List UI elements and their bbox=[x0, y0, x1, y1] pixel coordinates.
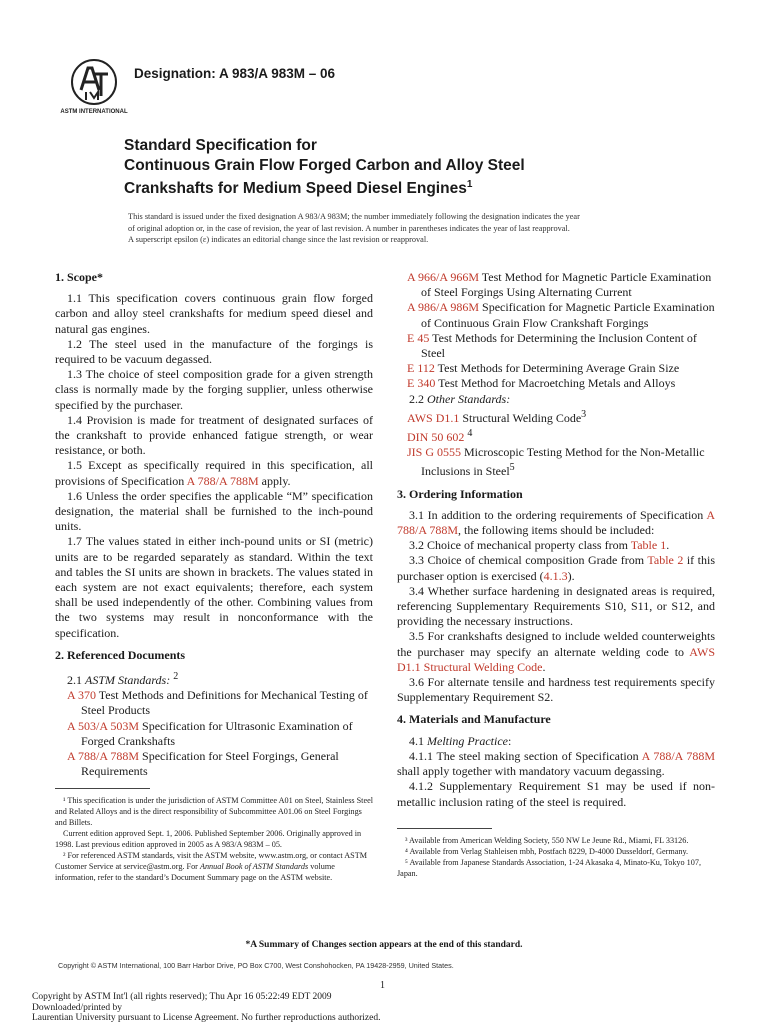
footnote-4: ⁴ Available from Verlag Stahleisen mbh, Postfach 8229, D-4000 Dusseldorf, Germany. bbox=[405, 846, 689, 856]
paragraph-3-2: 3.2 Choice of mechanical property class from Table 1. bbox=[409, 538, 670, 553]
section-heading-scope: 1. Scope* bbox=[55, 270, 103, 284]
reference-item: A 503/A 503M Specification for Ultrasonic Examination of Forged Crankshafts bbox=[67, 718, 353, 748]
link-a503[interactable]: A 503/A 503M bbox=[67, 718, 140, 733]
footnote-divider bbox=[55, 788, 150, 789]
link-aws-welding-code[interactable]: AWS D1.1 Structural Welding Code bbox=[397, 644, 715, 674]
title-line-3: Crankshafts for Medium Speed Diesel Engines$^1$ bbox=[124, 179, 473, 198]
link-aws-d1-1[interactable]: AWS D1.1 bbox=[407, 410, 460, 425]
summary-of-changes-note: *A Summary of Changes section appears at the end of this standard. bbox=[245, 940, 523, 950]
paragraph-1-6: 1.6 Unless the order specifies the applicable “M” specification designation, the material shall be furnished to the inch-pound units. bbox=[55, 488, 373, 534]
reference-list bbox=[55, 688, 373, 779]
title-footnote-mark: 1 bbox=[466, 179, 473, 190]
other-standards-list bbox=[397, 407, 715, 480]
reference-item: E 340 Test Method for Macroetching Metals and Alloys bbox=[407, 376, 676, 391]
paragraph-1-7: 1.7 The values stated in either inch-pound units or SI (metric) units are to be regarded separately as standard. Within the text and tables the SI units are shown in brackets. The values stated in each system are not exact equivalents; therefore, each system shall be used independently of the other. Combining values from the two systems may result in nonconformance with the specification. bbox=[55, 534, 373, 640]
link-a788-ref[interactable]: A 788/A 788M bbox=[67, 749, 140, 764]
reference-item: A 370 Test Methods and Definitions for Mechanical Testing of Steel Products bbox=[67, 688, 368, 718]
paragraph-2-2: 2.2 Other Standards: bbox=[409, 391, 511, 406]
reference-item: AWS D1.1 Structural Welding Code$^3$ bbox=[407, 408, 587, 425]
page-number: 1 bbox=[380, 980, 385, 991]
footnotes-left bbox=[55, 795, 373, 883]
right-column bbox=[397, 270, 715, 879]
paragraph-1-5: 1.5 Except as specifically required in this specification, all provisions of Specification A 788/A 788M apply. bbox=[55, 458, 373, 488]
link-a986[interactable]: A 986/A 986M bbox=[407, 300, 480, 315]
link-e340[interactable]: E 340 bbox=[407, 376, 436, 391]
copyright-line: Copyright © ASTM International, 100 Barr Harbor Drive, PO Box C700, West Conshohocken, PA 19428-2959, United States. bbox=[58, 961, 454, 970]
reference-item: E 112 Test Methods for Determining Average Grain Size bbox=[407, 361, 680, 376]
link-jis-g0555[interactable]: JIS G 0555 bbox=[407, 445, 462, 460]
footnote-1: ¹ This specification is under the jurisdiction of ASTM Committee A01 on Steel, Stainless Steel and Related Alloys and is the direct responsibility of Subcommittee A01.06 on Steel Forgings and Billets. bbox=[55, 795, 373, 827]
reference-item: E 45 Test Methods for Determining the Inclusion Content of Steel bbox=[407, 330, 697, 361]
paragraph-1-3: 1.3 The choice of steel composition grade for a given strength class is normally made by the forging supplier, unless otherwise specified by the purchaser. bbox=[55, 367, 373, 412]
paragraph-4-1-2: 4.1.2 Supplementary Requirement S1 may be used if non-metallic inclusion rating of the steel is required. bbox=[397, 779, 715, 809]
footnote-5: ⁵ Available from Japanese Standards Association, 1-24 Akasaka 4, Minato-Ku, Tokyo 107, Japan. bbox=[397, 857, 701, 878]
paragraph-4-1: 4.1 Melting Practice: bbox=[409, 733, 512, 748]
paragraph-1-1: 1.1 This specification covers continuous grain flow forged carbon and alloy steel crankshafts for medium speed diesel and natural gas engines. bbox=[55, 291, 373, 336]
footnote-3: ³ Available from American Welding Society, 550 NW Le Jeune Rd., Miami, FL 33126. bbox=[405, 835, 689, 845]
document-title bbox=[124, 136, 525, 199]
section-heading-ordering: 3. Ordering Information bbox=[397, 486, 523, 501]
paragraph-1-2: 1.2 The steel used in the manufacture of the forgings is required to be vacuum degassed. bbox=[55, 336, 373, 367]
paragraph-3-1: 3.1 In addition to the ordering requirements of Specification A 788/A 788M, the following items should be included: bbox=[397, 507, 715, 538]
paragraph-4-1-1: 4.1.1 The steel making section of Specification A 788/A 788M shall apply together with mandatory vacuum degassing. bbox=[397, 748, 715, 779]
footnote-divider bbox=[397, 828, 492, 829]
reference-item: JIS G 0555 Microscopic Testing Method for the Non-Metallic Inclusions in Steel$^5$ bbox=[407, 445, 705, 479]
title-line-1: Standard Specification for bbox=[124, 137, 317, 154]
footnote-2: ² For referenced ASTM standards, visit the ASTM website, www.astm.org, or contact ASTM Customer Service at service@astm.org. For Annual Book of ASTM Standards volume information, refer to the standard’s Document Summary page on the ASTM website. bbox=[55, 850, 367, 882]
paragraph-3-4: 3.4 Whether surface hardening in designated areas is required, referencing Supplementary Requirements S10, S11, or S12, and providing the necessary instructions. bbox=[397, 583, 715, 629]
link-table-2[interactable]: Table 2 bbox=[647, 553, 684, 568]
link-table-1[interactable]: Table 1 bbox=[630, 538, 667, 553]
footnotes-right bbox=[397, 835, 715, 879]
reference-list-continued bbox=[397, 270, 715, 392]
astm-logo bbox=[60, 56, 128, 116]
link-din-50602[interactable]: DIN 50 602 bbox=[407, 430, 465, 445]
designation: Designation: A 983/A 983M – 06 bbox=[134, 66, 336, 81]
paragraph-3-3: 3.3 Choice of chemical composition Grade from Table 2 if this purchaser option is exercised (4.1.3). bbox=[397, 553, 715, 583]
reference-item: A 986/A 986M Specification for Magnetic Particle Examination of Continuous Grain Flow Crankshaft Forgings bbox=[407, 300, 715, 330]
reference-item: A 788/A 788M Specification for Steel Forgings, General Requirements bbox=[67, 749, 339, 779]
footnote-1b: Current edition approved Sept. 1, 2006. Published September 2006. Originally approved in 1998. Last previous edition approved in 2005 as A 983/A 983M – 05. bbox=[55, 828, 362, 849]
link-e45[interactable]: E 45 bbox=[407, 330, 430, 345]
link-a788-ordering[interactable]: A 788/A 788M bbox=[397, 507, 715, 538]
paragraph-1-4: 1.4 Provision is made for treatment of designated surfaces of the crankshaft to provide enhanced fatigue strength, or wear resistance, or both. bbox=[55, 412, 373, 458]
link-a788[interactable]: A 788/A 788M bbox=[186, 473, 259, 488]
license-notice: Copyright by ASTM Int'l (all rights reserved); Thu Apr 16 05:22:49 EDT 2009 Downloaded/printed by Laurentian University pursuant to License Agreement. No further reproductions authorized. bbox=[32, 992, 381, 1024]
paragraph-3-6: 3.6 For alternate tensile and hardness test requirements specify Supplementary Requirement S2. bbox=[397, 675, 715, 705]
title-line-2: Continuous Grain Flow Forged Carbon and Alloy Steel bbox=[124, 156, 525, 174]
reference-item: A 966/A 966M Test Method for Magnetic Particle Examination of Steel Forgings Using Alternating Current bbox=[407, 270, 712, 300]
link-a370[interactable]: A 370 bbox=[67, 688, 97, 703]
left-column bbox=[55, 270, 373, 883]
section-heading-materials: 4. Materials and Manufacture bbox=[397, 712, 551, 727]
reference-item: DIN 50 602 $^4$ bbox=[407, 428, 473, 445]
link-e112[interactable]: E 112 bbox=[407, 361, 435, 376]
issue-note: This standard is issued under the fixed designation A 983/A 983M; the number immediately following the designation indicates the year of original adoption or, in the case of revision, the year of last revision. A number in parentheses indicates the year of last reapproval. A superscript epsilon (ε) indicates an editorial change since the last revision or reapproval. bbox=[128, 212, 580, 244]
link-a788-melting[interactable]: A 788/A 788M bbox=[641, 748, 715, 763]
link-a966[interactable]: A 966/A 966M bbox=[407, 270, 480, 284]
paragraph-3-5: 3.5 For crankshafts designed to include welded counterweights the purchaser may specify an alternate welding code to AWS D1.1 Structural Welding Code. bbox=[397, 629, 715, 674]
paragraph-2-1: 2.1 ASTM Standards: $^2$ bbox=[67, 671, 179, 688]
link-4-1-3[interactable]: 4.1.3 bbox=[543, 568, 568, 583]
logo-text: ASTM INTERNATIONAL bbox=[60, 109, 128, 115]
section-heading-referenced: 2. Referenced Documents bbox=[55, 647, 186, 662]
